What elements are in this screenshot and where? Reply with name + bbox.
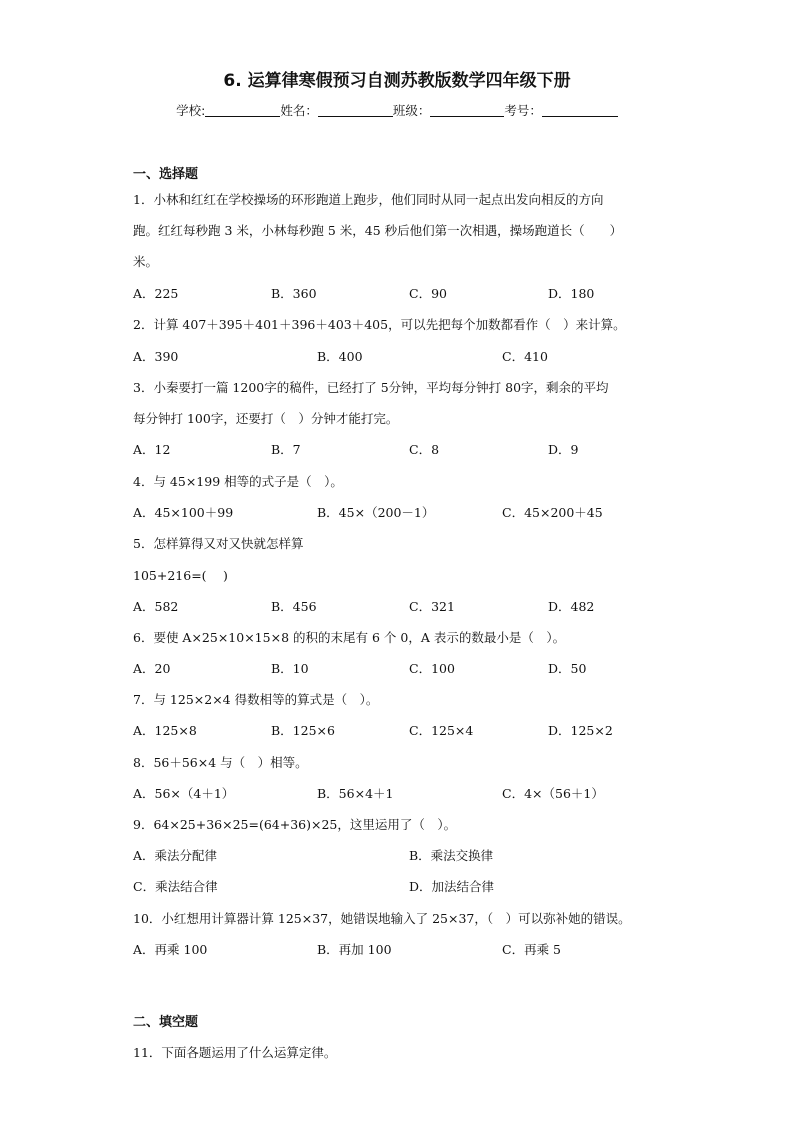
question-3-option-d[interactable]: D．9 — [548, 442, 579, 457]
class-label: 班级： — [392, 103, 431, 118]
question-5-option-c[interactable]: C．321 — [409, 599, 455, 614]
question-10-option-b[interactable]: B．再加 100 — [317, 942, 392, 957]
question-8-option-b[interactable]: B．56×4＋1 — [317, 786, 394, 801]
question-1-option-c[interactable]: C．90 — [409, 286, 447, 301]
school-label: 学校: — [176, 103, 206, 118]
question-6-option-d[interactable]: D．50 — [548, 661, 587, 676]
question-2-text: 2．计算 407＋395＋401＋396＋403＋405，可以先把每个加数都看作（ ）来计算。 — [133, 317, 626, 332]
question-7-option-c[interactable]: C．125×4 — [409, 723, 474, 738]
section-heading-choice: 一、选择题 — [133, 167, 199, 182]
exam-number-label: 考号： — [504, 103, 542, 118]
school-blank[interactable] — [205, 102, 280, 117]
question-1-option-d[interactable]: D．180 — [548, 286, 595, 301]
question-5-text: 5．怎样算得又对又快就怎样算 — [133, 536, 304, 551]
question-4-option-b[interactable]: B．45×（200－1） — [317, 505, 435, 520]
question-10-option-a[interactable]: A．再乘 100 — [133, 942, 208, 957]
student-info-row — [0, 100, 794, 122]
question-9-option-b[interactable]: B．乘法交换律 — [409, 848, 494, 863]
question-3-option-c[interactable]: C．8 — [409, 442, 440, 457]
page-title: 6. 运算律寒假预习自测苏教版数学四年级下册 — [223, 71, 571, 91]
name-label: 姓名： — [280, 103, 318, 118]
question-7-option-b[interactable]: B．125×6 — [271, 723, 335, 738]
class-blank[interactable] — [430, 102, 504, 117]
question-7-option-d[interactable]: D．125×2 — [548, 723, 613, 738]
question-3-text: 3．小秦要打一篇 1200字的稿件，已经打了 5分钟，平均每分钟打 80字，剩余的平均 — [133, 380, 609, 395]
question-4-option-c[interactable]: C．45×200＋45 — [502, 505, 603, 520]
question-2-option-b[interactable]: B．400 — [317, 349, 363, 364]
question-6-text: 6．要使 A×25×10×15×8 的积的末尾有 6 个 0，A 表示的数最小是（ ）。 — [133, 630, 566, 645]
exam-number-blank[interactable] — [542, 102, 618, 117]
question-8-option-a[interactable]: A．56×（4＋1） — [133, 786, 235, 801]
question-1-text: 米。 — [133, 254, 159, 269]
question-2-option-a[interactable]: A．390 — [133, 349, 179, 364]
question-7-text: 7．与 125×2×4 得数相等的算式是（ ）。 — [133, 692, 379, 707]
question-2-option-c[interactable]: C．410 — [502, 349, 548, 364]
question-9-option-a[interactable]: A．乘法分配律 — [133, 848, 218, 863]
question-10-text: 10．小红想用计算器计算 125×37，她错误地输入了 25×37，（ ）可以弥补她的错误。 — [133, 911, 631, 926]
question-6-option-a[interactable]: A．20 — [133, 661, 171, 676]
question-5-option-a[interactable]: A．582 — [133, 599, 179, 614]
name-blank[interactable] — [318, 102, 393, 117]
question-5-option-b[interactable]: B．456 — [271, 599, 317, 614]
question-4-option-a[interactable]: A．45×100＋99 — [133, 505, 234, 520]
section-heading-fill-in: 二、填空题 — [133, 1015, 199, 1030]
question-6-option-b[interactable]: B．10 — [271, 661, 309, 676]
question-1-option-b[interactable]: B．360 — [271, 286, 317, 301]
question-4-text: 4．与 45×199 相等的式子是（ ）。 — [133, 474, 343, 489]
question-1-option-a[interactable]: A．225 — [133, 286, 179, 301]
question-9-text: 9．64×25+36×25=(64+36)×25，这里运用了（ ）。 — [133, 817, 457, 832]
question-5-option-d[interactable]: D．482 — [548, 599, 595, 614]
question-1-text: 跑。红红每秒跑 3 米，小林每秒跑 5 米，45 秒后他们第一次相遇，操场跑道长（ ） — [133, 223, 623, 238]
question-9-option-d[interactable]: D．加法结合律 — [409, 879, 495, 894]
question-3-option-a[interactable]: A．12 — [133, 442, 171, 457]
question-11-text: 11．下面各题运用了什么运算定律。 — [133, 1045, 337, 1060]
question-3-option-b[interactable]: B．7 — [271, 442, 301, 457]
question-8-option-c[interactable]: C．4×（56＋1） — [502, 786, 604, 801]
question-6-option-c[interactable]: C．100 — [409, 661, 455, 676]
question-8-text: 8．56＋56×4 与（ ）相等。 — [133, 755, 308, 770]
question-1-text: 1．小林和红红在学校操场的环形跑道上跑步，他们同时从同一起点出发向相反的方向 — [133, 192, 604, 207]
question-10-option-c[interactable]: C．再乘 5 — [502, 942, 561, 957]
question-3-text: 每分钟打 100字，还要打（ ）分钟才能打完。 — [133, 411, 399, 426]
question-7-option-a[interactable]: A．125×8 — [133, 723, 197, 738]
question-9-option-c[interactable]: C．乘法结合律 — [133, 879, 218, 894]
question-5-expression: 105+216=( ) — [133, 568, 228, 583]
